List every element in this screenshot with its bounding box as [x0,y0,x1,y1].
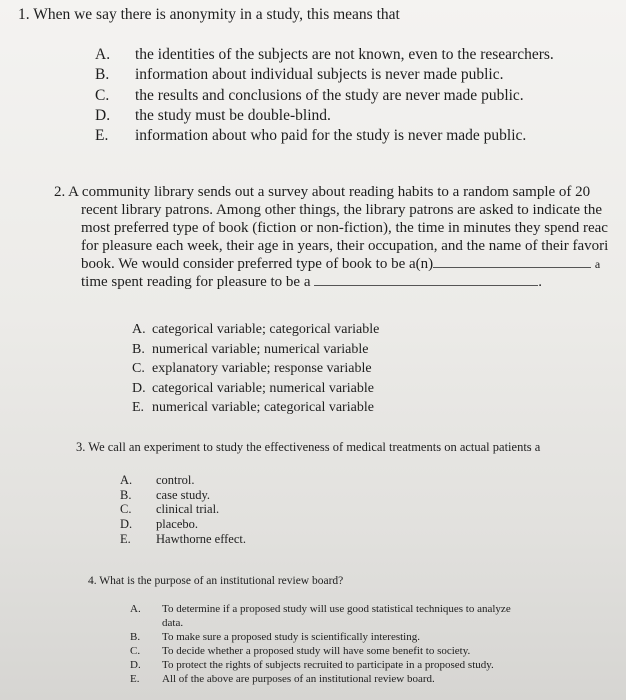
option-letter: B. [120,488,132,502]
option-text: control. [156,473,195,487]
option-letter: C. [95,87,110,104]
question-4-stem: 4. What is the purpose of an institutional review board? [88,575,344,587]
option-letter: A. [120,473,133,487]
option-text: the identities of the subjects are not known, even to the researchers. [135,46,554,63]
option-letter: A. [130,603,141,615]
option-text: Hawthorne effect. [156,532,247,546]
option-text: the results and conclusions of the study are never made public. [135,87,524,104]
option-letter: B. [95,66,110,83]
question-2-line-5 [81,256,600,273]
option-letter: B. [132,342,145,357]
option-letter: C. [132,361,145,376]
option-text: All of the above are purposes of an institutional review board. [162,673,435,685]
option-text: information about who paid for the study is never made public. [135,127,527,144]
question-2-line-1: 2. A community library sends out a survey about reading habits to a random sample of 20 [54,184,591,200]
option-letter: E. [95,127,109,144]
option-letter: D. [120,517,133,531]
option-letter: A. [95,46,111,63]
question-2-line-3: most preferred type of book (fiction or non-fiction), the time in minutes they spend reac [81,220,608,236]
question-2-line-5-text: book. We would consider preferred type of book to be a(n) [81,256,434,272]
question-1-stem: 1. When we say there is anonymity in a study, this means that [18,6,400,23]
question-2-line-6-text: time spent reading for pleasure to be a [81,274,311,290]
question-2-line-2: recent library patrons. Among other things, the library patrons are asked to indicate the [81,202,603,218]
option-letter: A. [132,322,146,337]
answer-blank-2[interactable] [314,285,538,286]
option-letter: C. [120,502,132,516]
option-letter: E. [132,400,145,415]
option-letter: D. [130,659,141,671]
option-letter: C. [130,645,141,657]
option-letter: E. [130,673,140,685]
option-letter: D. [95,107,111,124]
option-text: To decide whether a proposed study will have some benefit to society. [162,645,471,657]
question-2-line-4: for pleasure each week, their age in years, their occupation, and the name of their favori [81,238,609,254]
option-text: categorical variable; numerical variable [152,381,374,396]
option-text: explanatory variable; response variable [152,361,372,376]
question-3-stem: 3. We call an experiment to study the effectiveness of medical treatments on actual patients a [76,440,541,454]
answer-blank-1[interactable] [433,267,591,268]
option-text: numerical variable; numerical variable [152,342,369,357]
option-text: clinical trial. [156,502,220,516]
option-text: To make sure a proposed study is scientifically interesting. [162,631,420,643]
question-2-line-5-tail: a [594,257,601,271]
option-text: numerical variable; categorical variable [152,400,374,415]
option-letter: B. [130,631,141,643]
option-text: To protect the rights of subjects recruited to participate in a proposed study. [162,659,494,671]
option-letter: D. [132,381,146,396]
option-text-continued: data. [162,617,184,629]
question-2-line-6-tail: . [538,274,542,290]
question-2-line-6 [81,274,542,291]
option-letter: E. [120,532,131,546]
option-text: the study must be double-blind. [135,107,331,124]
option-text: information about individual subjects is never made public. [135,66,504,83]
option-text: case study. [156,488,211,502]
option-text: categorical variable; categorical variable [152,322,380,337]
option-text: To determine if a proposed study will use good statistical techniques to analyze [162,603,511,615]
option-text: placebo. [156,517,198,531]
